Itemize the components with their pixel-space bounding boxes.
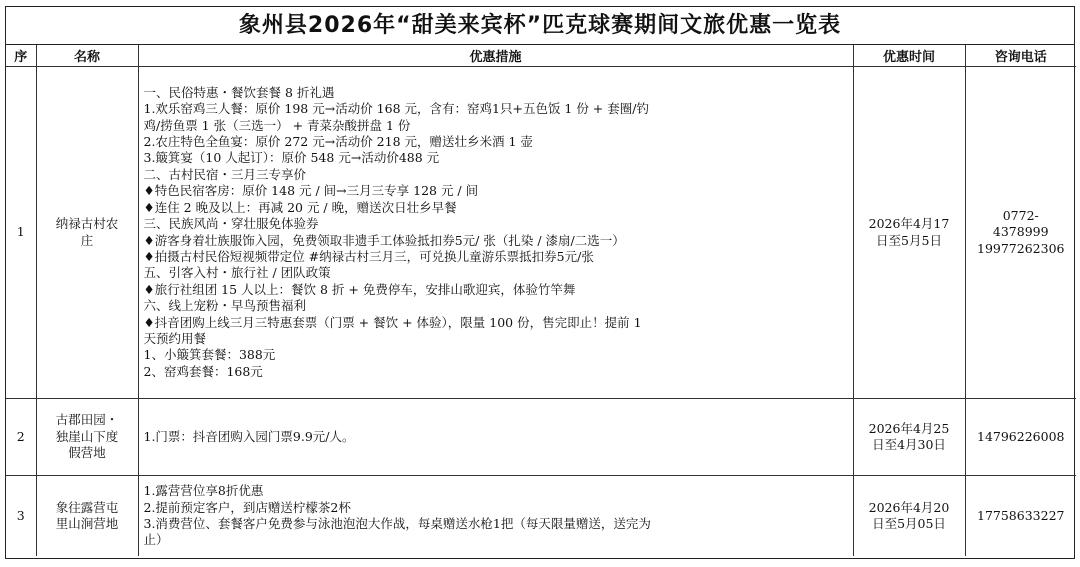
measure-line: 2.农庄特色全鱼宴：原价 272 元→活动价 218 元，赠送壮乡米酒 1 壶 <box>143 134 533 150</box>
contact-phone <box>965 476 1076 557</box>
venue-name-line: 独崖山下度 <box>55 428 119 444</box>
venue-name <box>36 67 138 399</box>
phone-line: 19977262306 <box>977 240 1065 256</box>
measure-line: 1.露营营位享8折优惠 <box>143 483 264 499</box>
discount-measures <box>138 67 853 399</box>
venue-name-line: 庄 <box>80 232 94 248</box>
measure-line: 1、小簸箕套餐：388元 <box>143 347 276 363</box>
discount-period <box>853 67 965 399</box>
measure-line: 五、引客入村・旅行社 / 团队政策 <box>143 265 331 281</box>
measure-line: 三、民族风尚・穿壮服免体验券 <box>143 216 319 232</box>
phone-line: 17758633227 <box>977 507 1065 523</box>
table-title: 象州县2026年“甜美来宾杯”匹克球赛期间文旅优惠一览表 <box>6 7 1074 45</box>
table-row <box>6 476 1076 557</box>
period-line: 2026年4月17 <box>868 216 950 232</box>
header-measures: 优惠措施 <box>138 45 853 67</box>
contact-phone <box>965 67 1076 399</box>
measure-line: ♦特色民宿客房：原价 148 元 / 间→三月三专享 128 元 / 间 <box>143 183 479 199</box>
measure-line: 2.提前预定客户，到店赠送柠檬茶2杯 <box>143 499 351 515</box>
venue-name <box>36 476 138 557</box>
measure-line: 1.门票：抖音团购入园门票9.9元/人。 <box>143 428 355 444</box>
measure-line: 止） <box>143 532 169 548</box>
measure-line: ♦游客身着壮族服饰入园，免费领取非遗手工体验抵扣券5元/ 张（扎染 / 漆扇/二选一） <box>143 232 625 248</box>
period-line: 日至5月5日 <box>876 232 942 248</box>
table-row <box>6 67 1076 399</box>
measure-line: 1.欢乐窑鸡三人餐：原价 198 元→活动价 168 元，含有：窑鸡1只+五色饭 1 份 + 套圈/钓 <box>143 101 649 117</box>
row-index: 3 <box>6 476 36 557</box>
venue-name-line: 里山涧营地 <box>55 516 119 531</box>
measure-line: 3.消费营位、套餐客户免费参与泳池泡泡大作战，每桌赠送水枪1把（每天限量赠送，送完为 <box>143 516 651 531</box>
discount-period <box>853 399 965 476</box>
venue-name-line: 古郡田园・ <box>55 412 119 428</box>
header-name: 名称 <box>36 45 138 67</box>
measure-line: 2、窑鸡套餐：168元 <box>143 363 263 379</box>
discount-table <box>6 45 1076 556</box>
phone-line: 0772- <box>1002 207 1039 223</box>
venue-name <box>36 399 138 476</box>
period-line: 2026年4月20 <box>868 499 950 515</box>
venue-name-line: 象往露营屯 <box>55 499 119 515</box>
period-line: 2026年4月25 <box>868 420 950 436</box>
discount-measures <box>138 399 853 476</box>
row-index: 1 <box>6 67 36 399</box>
measure-line: 一、民俗特惠・餐饮套餐 8 折礼遇 <box>143 84 335 100</box>
header-phone: 咨询电话 <box>965 45 1076 67</box>
table-header-row <box>6 45 1076 67</box>
period-line: 日至5月05日 <box>872 516 946 531</box>
row-index: 2 <box>6 399 36 476</box>
discount-measures <box>138 476 853 557</box>
venue-name-line: 纳禄古村农 <box>55 216 119 232</box>
header-index: 序 <box>6 45 36 67</box>
measure-line: 3.簸箕宴（10 人起订）：原价 548 元→活动价488 元 <box>143 150 440 166</box>
contact-phone <box>965 399 1076 476</box>
measure-line: ♦拍摄古村民俗短视频带定位 #纳禄古村三月三，可兑换儿童游乐票抵扣券5元/张 <box>143 248 594 264</box>
measure-line: ♦连住 2 晚及以上：再减 20 元 / 晚，赠送次日壮乡早餐 <box>143 199 457 215</box>
measure-line: ♦旅行社组团 15 人以上：餐饮 8 折 + 免费停车，安排山歌迎宾，体验竹竿舞 <box>143 281 576 297</box>
measure-line: 鸡/捞鱼票 1 张（三选一） + 青菜杂酸拼盘 1 份 <box>143 117 411 133</box>
discount-table-sheet <box>5 6 1075 559</box>
discount-period <box>853 476 965 557</box>
measure-line: 天预约用餐 <box>143 330 207 346</box>
venue-name-line: 假营地 <box>68 445 106 461</box>
period-line: 日至4月30日 <box>872 437 946 452</box>
measure-line: 二、古村民宿・三月三专享价 <box>143 166 307 182</box>
measure-line: 六、线上宠粉・早鸟预售福利 <box>143 298 307 314</box>
header-time: 优惠时间 <box>853 45 965 67</box>
measure-line: ♦抖音团购上线三月三特惠套票（门票 + 餐饮 + 体验），限量 100 份，售完即止！提前 1 <box>143 314 642 330</box>
phone-line: 4378999 <box>992 224 1049 240</box>
table-row <box>6 399 1076 476</box>
phone-line: 14796226008 <box>977 428 1065 444</box>
